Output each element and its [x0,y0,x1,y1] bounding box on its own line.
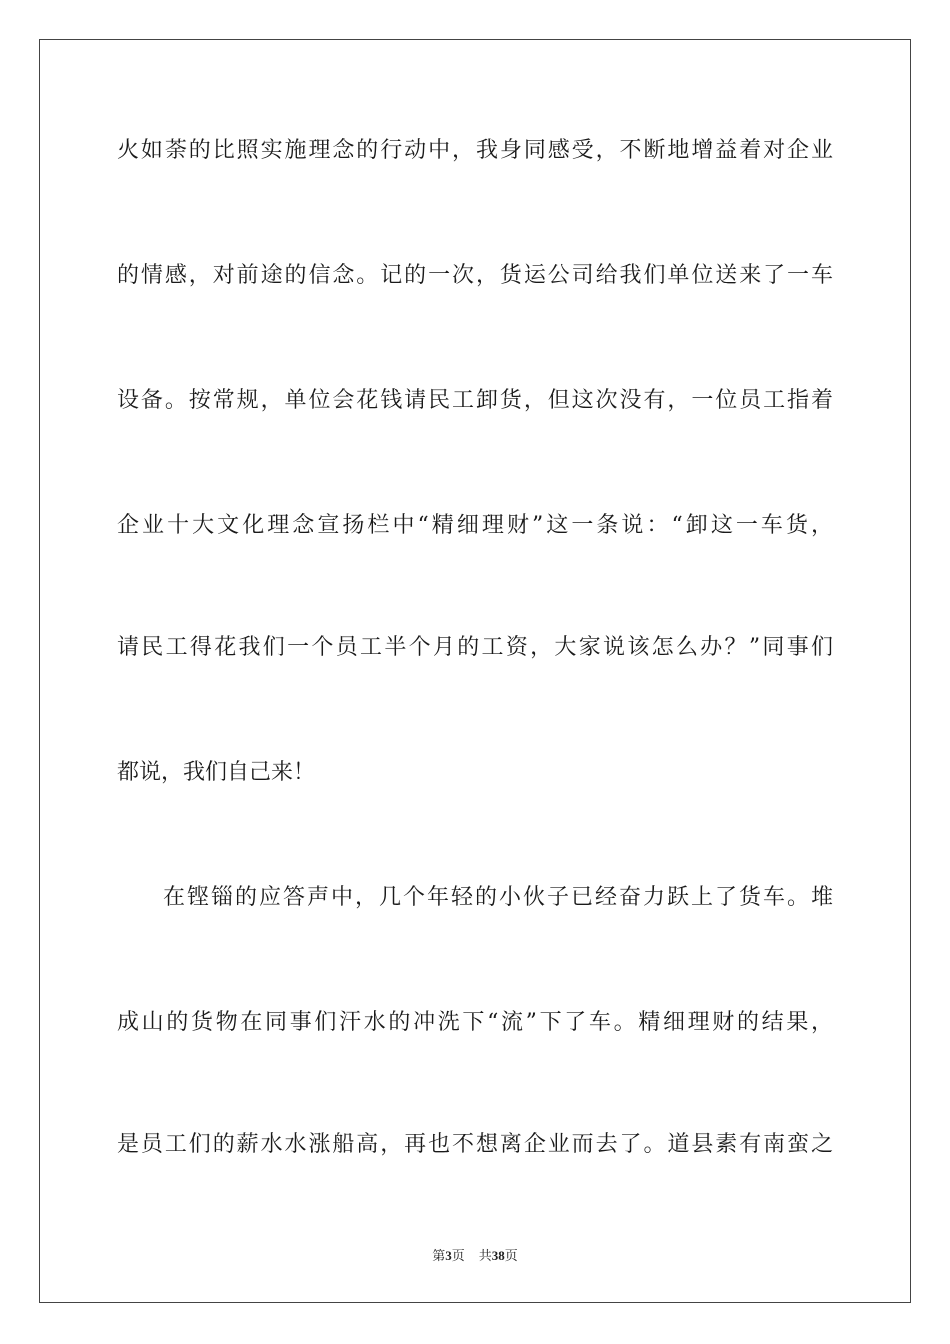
page-suffix: 页 [451,1249,465,1264]
page-border [39,39,911,1303]
body-text-line-4: 企业十大文化理念宣扬栏中“精细理财”这一条说：“卸这一车货， [117,513,833,538]
page-prefix: 第 [432,1249,446,1264]
body-text-line-1: 火如荼的比照实施理念的行动中，我身同感受，不断地增益着对企业 [117,138,833,163]
total-suffix: 页 [504,1249,518,1264]
body-text-line-7: 在铿锱的应答声中，几个年轻的小伙子已经奋力跃上了货车。堆 [163,885,833,910]
body-text-line-3: 设备。按常规，单位会花钱请民工卸货，但这次没有，一位员工指着 [117,388,833,413]
body-text-line-9: 是员工们的薪水水涨船高，再也不想离企业而去了。道县素有南蛮之 [117,1132,833,1157]
body-text-line-6: 都说，我们自己来！ [117,760,316,785]
body-text-line-2: 的情感，对前途的信念。记的一次，货运公司给我们单位送来了一车 [117,263,833,288]
page-number: 3 [445,1248,452,1263]
total-pages: 38 [491,1248,505,1263]
page-footer [0,1247,950,1266]
total-prefix: 共 [478,1249,492,1264]
body-text-line-8: 成山的货物在同事们汗水的冲洗下“流”下了车。精细理财的结果， [117,1010,833,1035]
body-text-line-5: 请民工得花我们一个员工半个月的工资，大家说该怎么办？”同事们 [117,635,833,660]
